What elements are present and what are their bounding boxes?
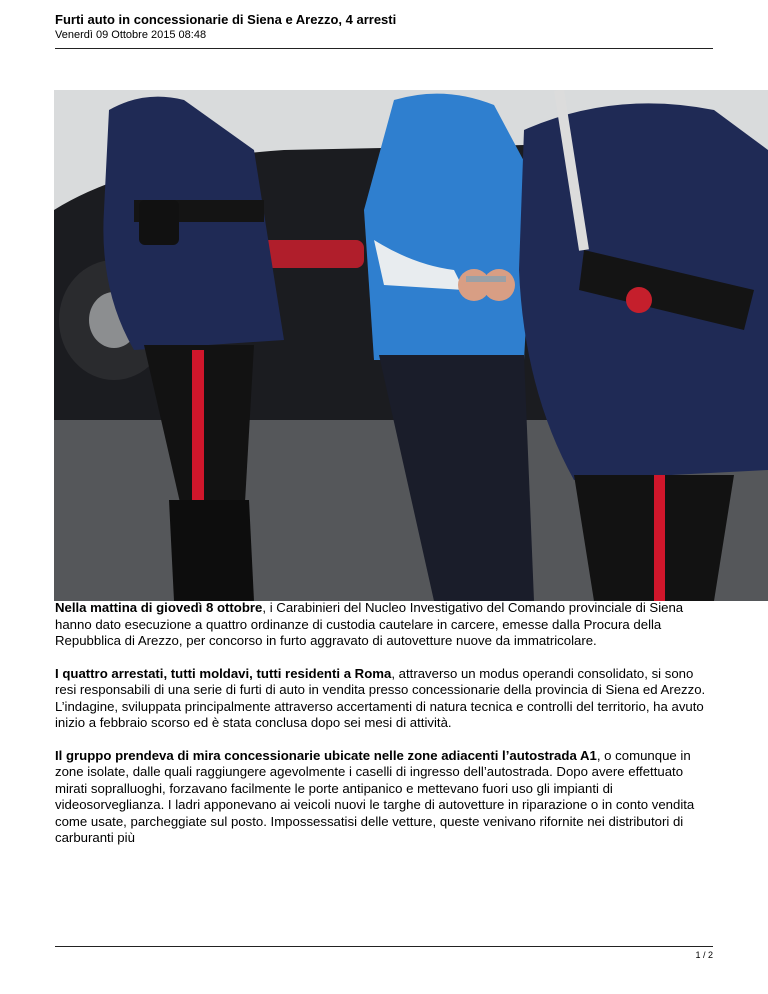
paragraph-2-lead: I quattro arrestati, tutti moldavi, tutti residenti a Roma <box>55 665 392 681</box>
article-paragraph-3 <box>55 748 715 847</box>
article-paragraph-2 <box>55 666 715 732</box>
paragraph-1-text: , i Carabinieri del Nucleo Investigativo del Comando provinciale di Siena hanno dato esecuzione a quattro ordinanze di custodia cautelare in carcere, emesse dalla Procura della Repubblica di Arezzo, per concorso in furto aggravato di autovetture nuove da immatricolare. <box>55 600 684 648</box>
article-date: Venerdì 09 Ottobre 2015 08:48 <box>55 29 207 41</box>
paragraph-3-text: , o comunque in zone isolate, dalle quali raggiungere agevolmente i caselli di ingresso dell’autostrada. Dopo avere effettuato mirati sopralluoghi, forzavano facilmente le porte antipanico e mettevano fuori uso gli impianti di videosorveglianza. I ladri apponevano ai veicoli nuovi le targhe di autovetture in riparazione o in conto vendita come usate, parcheggiate sul posto. Impossessatisi delle vetture, queste venivano rifornite nei distributori di carburanti più <box>55 747 695 845</box>
paragraph-2-text: , attraverso un modus operandi consolidato, si sono resi responsabili di una serie di furti di auto in vendita presso concessionarie della provincia di Siena ed Arezzo. L’indagine, sviluppata principalmente attraverso accertamenti di natura tecnica e controlli del territorio, ha avuto inizio a febbraio scorso ed è stata conclusa dopo sei mesi di attività. <box>55 665 706 730</box>
article-body <box>55 600 715 863</box>
article-title: Furti auto in concessionarie di Siena e Arezzo, 4 arresti <box>55 12 397 27</box>
paragraph-3-lead: Il gruppo prendeva di mira concessionarie ubicate nelle zone adiacenti l’autostrada A1 <box>55 747 597 763</box>
footer-divider <box>55 946 713 947</box>
header-divider <box>55 48 713 49</box>
document-header <box>55 12 713 42</box>
arrest-photo-illustration <box>54 90 768 601</box>
page-number: 1 / 2 <box>695 950 713 960</box>
article-photo <box>54 90 768 601</box>
paragraph-1-lead: Nella mattina di giovedì 8 ottobre <box>55 600 263 615</box>
article-paragraph-1 <box>55 600 715 650</box>
